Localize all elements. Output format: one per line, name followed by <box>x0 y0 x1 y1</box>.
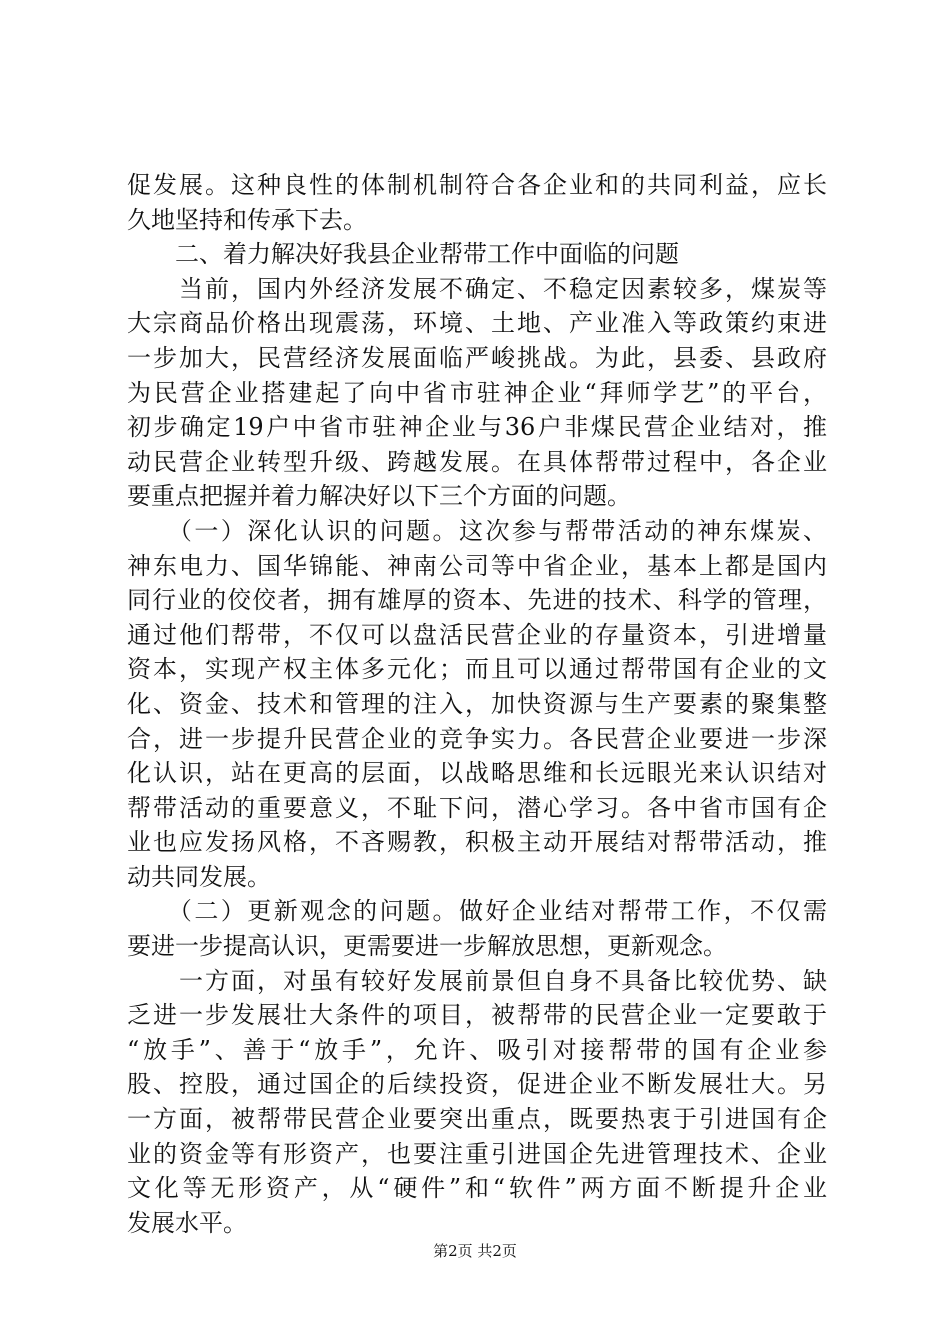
subsection-heading: （一）深化认识的问题。这次参与帮带活动的神东煤炭、 <box>127 516 827 545</box>
text-line: 久地坚持和传承下去。 <box>127 205 367 234</box>
text-line: 化认识，站在更高的层面，以战略思维和长远眼光来认识结对 <box>127 759 827 788</box>
text-line: 当前，国内外经济发展不确定、不稳定因素较多，煤炭等 <box>127 274 827 303</box>
document-body <box>127 168 827 1240</box>
text-line: “放手”、善于“放手”，允许、吸引对接帮带的国有企业参 <box>127 1035 827 1064</box>
text-line: 初步确定19户中省市驻神企业与36户非煤民营企业结对，推 <box>127 413 827 442</box>
text-line: 资本，实现产权主体多元化；而且可以通过帮带国有企业的文 <box>127 655 827 684</box>
text-line: 股、控股，通过国企的后续投资，促进企业不断发展壮大。另 <box>127 1070 827 1099</box>
text-line: 一步加大，民营经济发展面临严峻挑战。为此，县委、县政府 <box>127 343 827 372</box>
text-line: 文化等无形资产，从“硬件”和“软件”两方面不断提升企业 <box>127 1174 827 1203</box>
section-heading: 二、着力解决好我县企业帮带工作中面临的问题 <box>127 240 679 269</box>
text-line: 同行业的佼佼者，拥有雄厚的资本、先进的技术、科学的管理， <box>127 586 827 615</box>
text-line: 业也应发扬风格，不吝赐教，积极主动开展结对帮带活动，推 <box>127 828 827 857</box>
text-line: 神东电力、国华锦能、神南公司等中省企业，基本上都是国内 <box>127 551 827 580</box>
text-line: 化、资金、技术和管理的注入，加快资源与生产要素的聚集整 <box>127 689 827 718</box>
text-line: 大宗商品价格出现震荡，环境、土地、产业准入等政策约束进 <box>127 309 827 338</box>
text-line: 动共同发展。 <box>127 862 271 891</box>
text-line: 要进一步提高认识，更需要进一步解放思想，更新观念。 <box>127 932 727 961</box>
text-line: 促发展。这种良性的体制机制符合各企业和的共同利益，应长 <box>127 171 827 199</box>
text-line: 一方面，被帮带民营企业要突出重点，既要热衷于引进国有企 <box>127 1105 827 1134</box>
text-line: 动民营企业转型升级、跨越发展。在具体帮带过程中，各企业 <box>127 447 827 476</box>
text-line: 帮带活动的重要意义，不耻下问，潜心学习。各中省市国有企 <box>127 793 827 822</box>
text-line: 发展水平。 <box>127 1208 247 1237</box>
text-line: 合，进一步提升民营企业的竞争实力。各民营企业要进一步深 <box>127 724 827 753</box>
text-line: 乏进一步发展壮大条件的项目，被帮带的民营企业一定要敢于 <box>127 1001 827 1030</box>
page-footer: 第2页 共2页 <box>433 1242 517 1260</box>
text-line: 业的资金等有形资产，也要注重引进国企先进管理技术、企业 <box>127 1139 827 1168</box>
subsection-heading: （二）更新观念的问题。做好企业结对帮带工作，不仅需 <box>127 897 827 926</box>
text-line: 为民营企业搭建起了向中省市驻神企业“拜师学艺”的平台， <box>127 378 827 407</box>
text-line: 通过他们帮带，不仅可以盘活民营企业的存量资本，引进增量 <box>127 620 827 649</box>
text-line: 要重点把握并着力解决好以下三个方面的问题。 <box>127 482 631 511</box>
text-line: 一方面，对虽有较好发展前景但自身不具备比较优势、缺 <box>127 966 827 995</box>
